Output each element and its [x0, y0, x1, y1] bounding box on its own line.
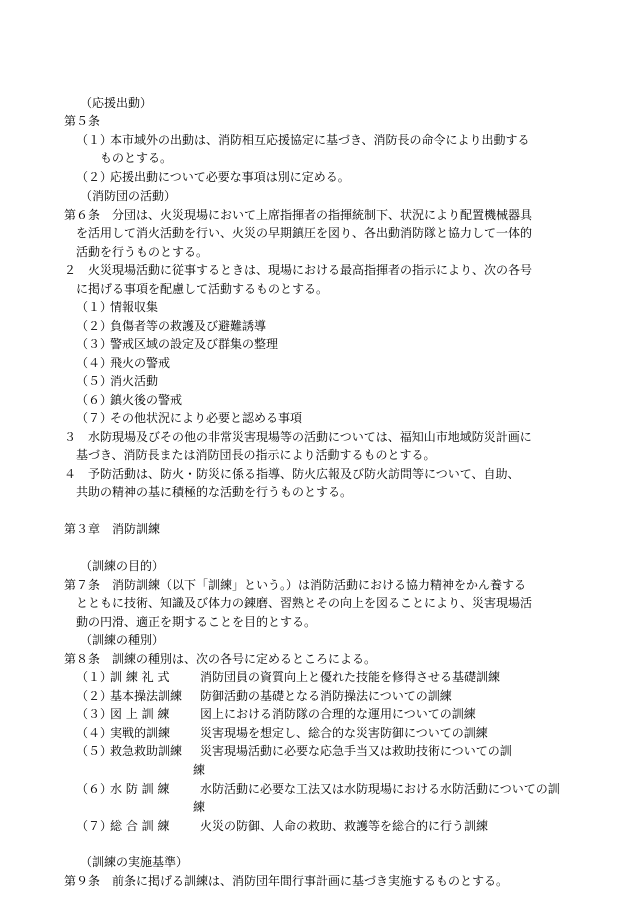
training-description: 図上における消防隊の合理的な運用についての訓練 [200, 707, 476, 721]
article-7-line: 動の円滑、適正を期することを目的とする。 [76, 615, 317, 629]
item-text: 本市域外の出動は、消防相互応援協定に基づき、消防長の命令により出動する [110, 133, 530, 147]
item-number: （２） [76, 170, 113, 184]
article-6-line: 第６条 分団は、火災現場において上席指揮者の指揮統制下、状況により配置機械器具 [64, 208, 533, 222]
training-type-row [76, 668, 500, 687]
article-6-heading: （消防団の活動） [80, 189, 177, 203]
training-description: 水防活動に必要な工法又は水防現場における水防活動についての訓 [200, 782, 560, 796]
item-text: その他状況により必要と認める事項 [110, 411, 303, 425]
item-number: （６） [76, 782, 113, 796]
article-5-item-2 [76, 168, 350, 187]
item-number: （１） [76, 133, 113, 147]
article-8-heading: （訓練の種別） [80, 633, 165, 647]
training-name: 水 防 訓 練 [110, 782, 170, 796]
training-type-row [76, 705, 476, 724]
training-type-row [76, 687, 452, 706]
article-5-item-1-continued: ものとする。 [100, 151, 173, 165]
training-type-row [76, 724, 488, 743]
item-number: （４） [76, 356, 113, 370]
training-type-row [76, 817, 488, 836]
training-name: 実戦的訓練 [110, 726, 171, 740]
item-text: 負傷者等の救護及び避難誘導 [110, 319, 267, 333]
training-description: 災害現場を想定し、総合的な災害防御についての訓練 [200, 726, 488, 740]
article-6-line: 活動を行うものとする。 [76, 245, 209, 259]
item-number: （２） [76, 689, 113, 703]
article-9-heading: （訓練の実施基準） [80, 855, 189, 869]
article-6-list-item [76, 354, 170, 373]
training-name: 基本操法訓練 [110, 689, 183, 703]
item-number: （３） [76, 337, 113, 351]
item-number: （５） [76, 744, 113, 758]
article-6-line: を活用して消火活動を行い、火災の早期鎮圧を図り、各出動消防隊と協力して一体的 [76, 226, 533, 240]
article-6-para-3-line: ３ 水防現場及びその他の非常災害現場等の活動については、福知山市地域防災計画に [64, 430, 532, 444]
item-number: （１） [76, 300, 113, 314]
article-6-para-4-line: 共助の精神の基に積極的な活動を行うものとする。 [76, 485, 353, 499]
training-description: 災害現場活動に必要な応急手当又は救助技術についての訓 [200, 744, 512, 758]
article-8-line: 第８条 訓練の種別は、次の各号に定めるところによる。 [64, 652, 377, 666]
chapter-title: 第３章 消防訓練 [64, 522, 161, 536]
article-5-item-1 [76, 131, 530, 150]
article-6-para-3-line: 基づき、消防長または消防団長の指示により活動するものとする。 [76, 448, 436, 462]
training-description: 消防団員の資質向上と優れた技能を修得させる基礎訓練 [200, 670, 501, 684]
item-text: 情報収集 [110, 300, 159, 314]
article-7-line: とともに技術、知識及び体力の錬磨、習熟とその向上を図ることにより、災害現場活 [76, 596, 533, 610]
item-number: （６） [76, 393, 113, 407]
article-6-para-4-line: ４ 予防活動は、防火・防災に係る指導、防火広報及び防火訪問等について、自助、 [64, 467, 520, 481]
item-number: （１） [76, 670, 113, 684]
item-number: （４） [76, 726, 113, 740]
item-text: 鎮火後の警戒 [110, 393, 183, 407]
item-number: （７） [76, 411, 113, 425]
article-7-line: 第７条 消防訓練（以下「訓練」という。）は消防活動における協力精神をかん養する [64, 578, 527, 592]
article-6-list-item [76, 372, 158, 391]
article-6-list-item [76, 335, 278, 354]
item-text: 飛火の警戒 [110, 356, 171, 370]
item-text: 消火活動 [110, 374, 159, 388]
article-5-title: 第５条 [64, 114, 101, 128]
training-description-continued: 練 [193, 763, 206, 777]
training-description-continued: 練 [193, 800, 206, 814]
article-6-list-item [76, 317, 266, 336]
article-5-heading: （応援出動） [80, 96, 153, 110]
article-6-list-item [76, 298, 158, 317]
item-text: 警戒区域の設定及び群集の整理 [110, 337, 279, 351]
training-description: 火災の防御、人命の救助、救護等を総合的に行う訓練 [200, 819, 489, 833]
article-7-heading: （訓練の目的） [80, 559, 165, 573]
article-6-list-item [76, 409, 302, 428]
training-type-row [76, 742, 512, 761]
item-text: 応援出動について必要な事項は別に定める。 [110, 170, 350, 184]
training-type-row [76, 780, 560, 799]
article-6-list-item [76, 391, 182, 410]
training-name: 訓 練 礼 式 [110, 670, 170, 684]
article-6-para-2-line: ２ 火災現場活動に従事するときは、現場における最高指揮者の指示により、次の各号 [64, 263, 533, 277]
article-9-line: 第９条 前条に掲げる訓練は、消防団年間行事計画に基づき実施するものとする。 [64, 874, 509, 888]
item-number: （７） [76, 819, 113, 833]
training-name: 図 上 訓 練 [110, 707, 170, 721]
article-6-para-2-line: に掲げる事項を配慮して活動するものとする。 [76, 282, 329, 296]
item-number: （２） [76, 319, 113, 333]
training-description: 防御活動の基礎となる消防操法についての訓練 [200, 689, 452, 703]
item-number: （３） [76, 707, 113, 721]
training-name: 総 合 訓 練 [110, 819, 170, 833]
training-name: 救急救助訓練 [110, 744, 183, 758]
item-number: （５） [76, 374, 113, 388]
